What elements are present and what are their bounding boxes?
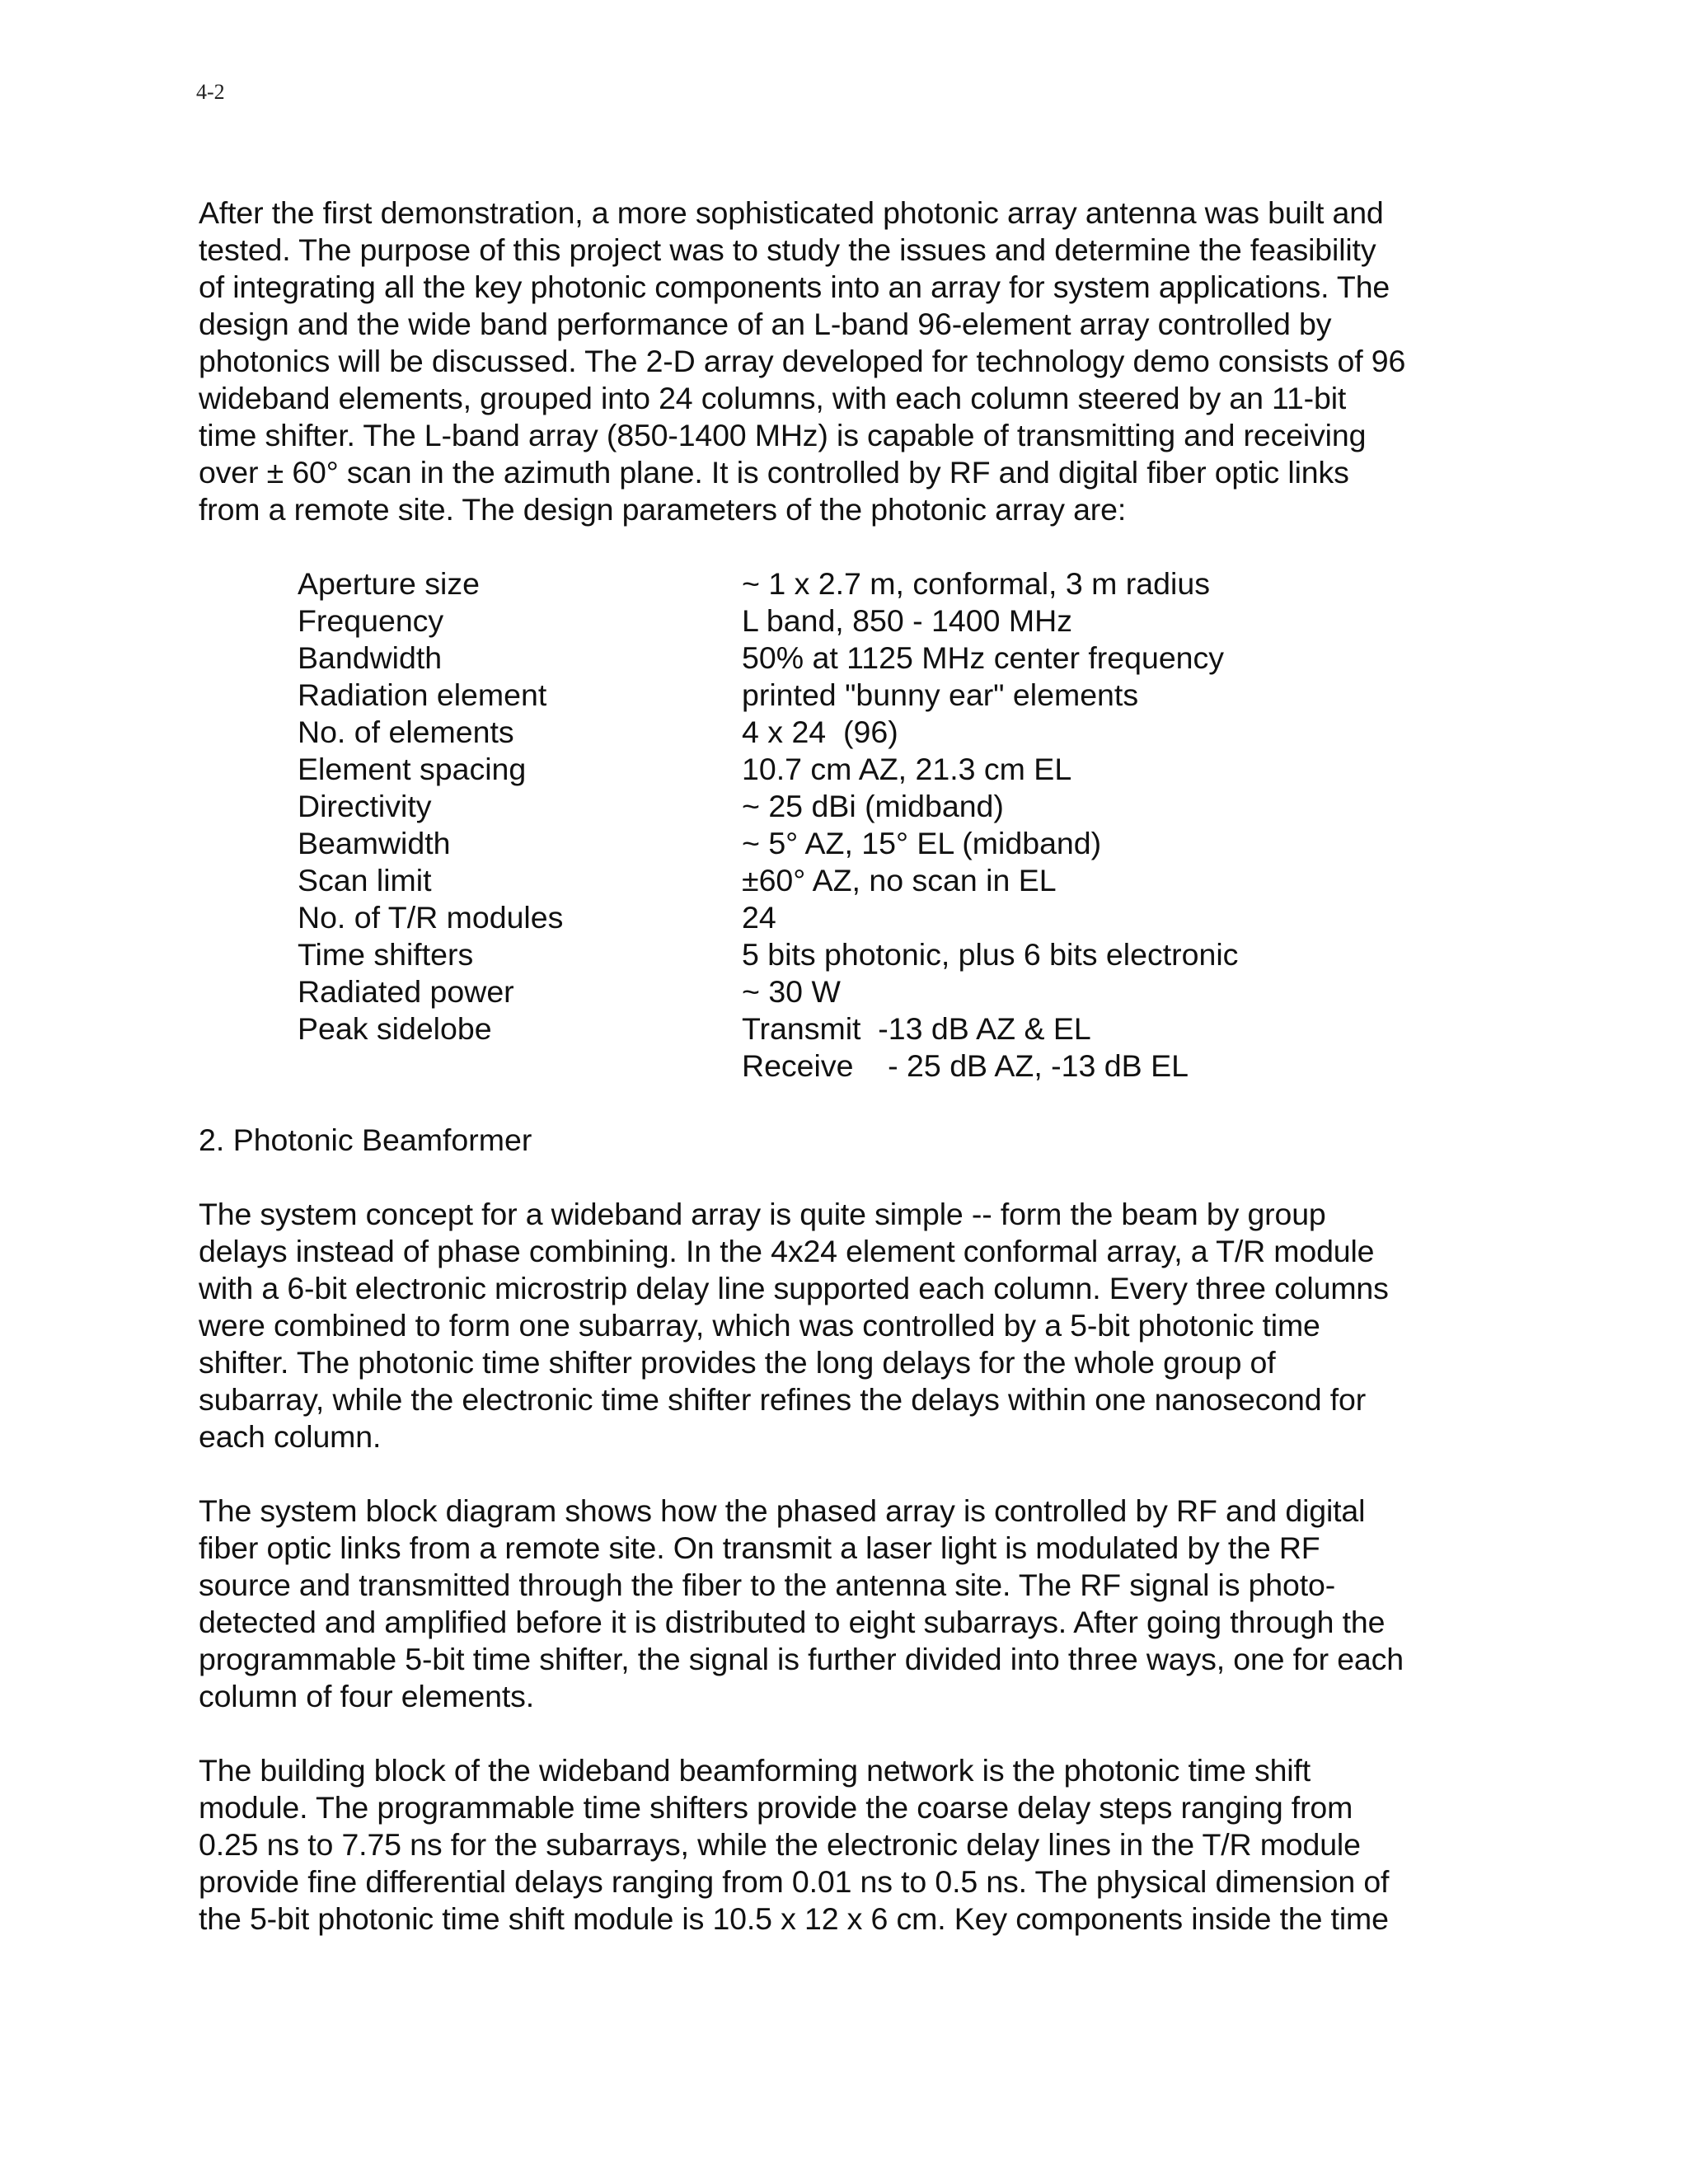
intro-paragraph: After the first demonstration, a more sophisticated photonic array antenna was built and tested. The purpose of this project was to study the issues and determine the feasibility of integrating all the key photonic components into an array for system applications. The design and the wide band performance of an L-band 96-element array controlled by photonics will be discussed. The 2-D array developed for technology demo consists of 96 wideband elements, grouped into 24 columns, with each column steered by an 11-bit time shifter. The L-band array (850-1400 MHz) is capable of transmitting and receiving over ± 60° scan in the azimuth plane. It is controlled by RF and digital fiber optic links from a remote site. The design parameters of the photonic array are: [199,195,1406,527]
param-row [298,899,1501,936]
param-row [298,677,1501,714]
param-label: Radiated power [298,974,514,1009]
param-row [298,602,1501,640]
param-value: ~ 1 x 2.7 m, conformal, 3 m radius [742,566,1210,601]
param-value: 24 [742,900,776,935]
param-label: Frequency [298,603,444,638]
document-body [199,194,1501,1975]
param-label: Peak sidelobe [298,1011,492,1046]
param-label: Beamwidth [298,826,451,860]
param-label: Time shifters [298,937,474,972]
param-label: Aperture size [298,566,480,601]
param-label: Scan limit [298,863,432,898]
param-row [298,936,1501,973]
param-value: 50% at 1125 MHz center frequency [742,640,1225,675]
param-value: printed "bunny ear" elements [742,677,1139,712]
param-value: Transmit -13 dB AZ & EL [742,1011,1091,1046]
param-row [298,973,1501,1010]
param-value: 5 bits photonic, plus 6 bits electronic [742,937,1239,972]
param-value: ~ 25 dBi (midband) [742,789,1004,823]
body-paragraph: The building block of the wideband beamforming network is the photonic time shift module. The programmable time shifters provide the coarse delay steps ranging from 0.25 ns to 7.75 ns for the subarrays, while the electronic delay lines in the T/R module provide fine differential delays ranging from 0.01 ns to 0.5 ns. The physical dimension of the 5-bit photonic time shift module is 10.5 x 12 x 6 cm. Key components inside the time [199,1753,1390,1936]
param-value: ~ 5° AZ, 15° EL (midband) [742,826,1102,860]
param-row [298,788,1501,825]
param-row [298,714,1501,751]
body-paragraph: The system block diagram shows how the phased array is controlled by RF and digital fiber optic links from a remote site. On transmit a laser light is modulated by the RF source and transmitted through the fiber to the antenna site. The RF signal is photo- detected and amplified before it is distributed to eight subarrays. After going through the programmable 5-bit time shifter, the signal is further divided into three ways, one for each column of four elements. [199,1493,1404,1713]
param-value: 4 x 24 (96) [742,715,898,749]
param-label: Directivity [298,789,432,823]
param-row [298,640,1501,677]
param-label: Element spacing [298,752,527,786]
param-label [298,1047,742,1085]
param-row [298,565,1501,602]
body-paragraph: The system concept for a wideband array is quite simple -- form the beam by group delays instead of phase combining. In the 4x24 element conformal array, a T/R module with a 6-bit electronic microstrip delay line supported each column. Every three columns were combined to form one subarray, which was controlled by a 5-bit photonic time shifter. The photonic time shifter provides the long delays for the whole group of subarray, while the electronic time shifter refines the delays within one nanosecond for each column. [199,1197,1389,1454]
page-number: 4-2 [196,80,225,104]
param-value: ~ 30 W [742,974,841,1009]
param-label: No. of T/R modules [298,900,564,935]
param-label: Radiation element [298,677,547,712]
param-row [298,825,1501,862]
param-row [298,862,1501,899]
param-value: ±60° AZ, no scan in EL [742,863,1057,898]
design-parameters-table [199,565,1501,1085]
param-label: Bandwidth [298,640,443,675]
param-value: L band, 850 - 1400 MHz [742,603,1072,638]
param-row [298,1010,1501,1047]
param-row [298,1047,1501,1085]
param-row [298,751,1501,788]
section-heading: 2. Photonic Beamformer [199,1122,532,1157]
param-value: 10.7 cm AZ, 21.3 cm EL [742,752,1072,786]
param-label: No. of elements [298,715,514,749]
param-value: Receive - 25 dB AZ, -13 dB EL [742,1048,1189,1083]
